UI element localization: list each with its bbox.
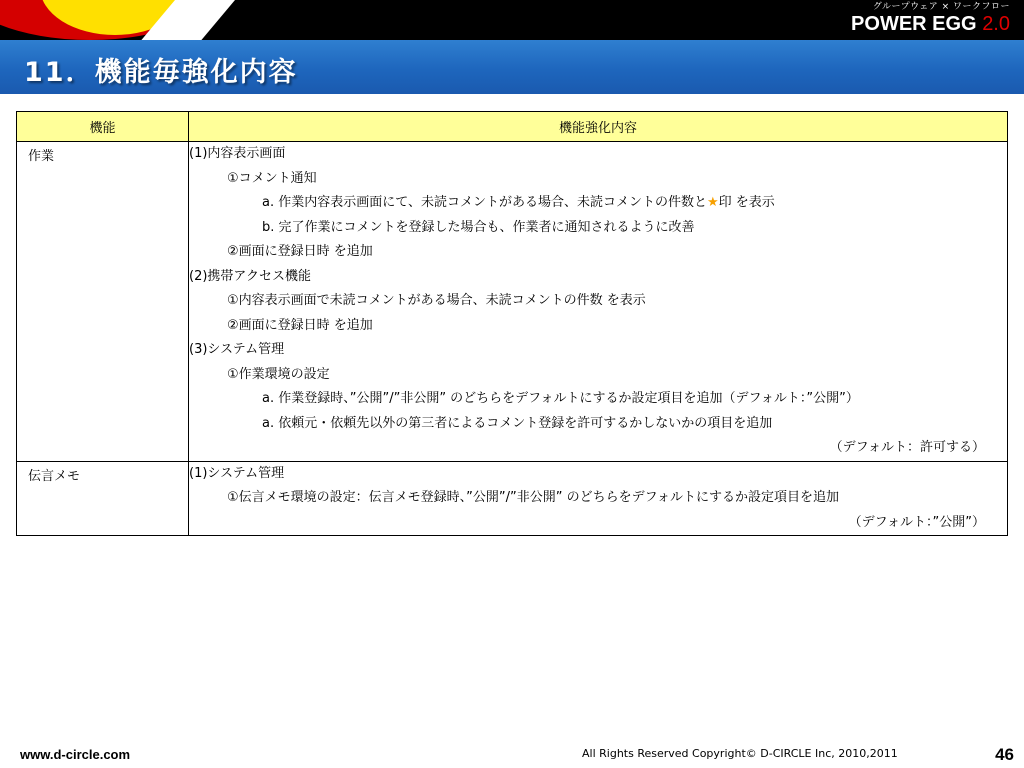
table-body [17,142,1008,536]
content-line-text: ①作業環境の設定 [227,366,330,382]
brand-product [851,13,1010,35]
brand-tagline: グループウェア × ワークフロー [872,2,1010,12]
column-header-content: 機能強化内容 [189,112,1008,142]
content-line-text: (1)システム管理 [189,465,285,481]
content-line [189,338,1007,363]
content-line [189,265,1007,290]
content-line-text: （デフォルト：許可する） [829,440,985,455]
content-line-text: (1)内容表示画面 [189,146,286,161]
content-line-text: a. 作業内容表示画面にて、未読コメントがある場合、未読コメントの件数と [262,195,707,210]
content-line [189,462,1007,487]
feature-content-cell [189,142,1008,462]
content-line [189,142,1007,167]
page-number: 46 [995,745,1014,764]
content-line-text: ②画面に登録日時 を追加 [227,244,373,259]
footer-copyright: All Rights Reserved Copyright© D-CIRCLE Inc, 2010,2011 [582,747,898,760]
table-row [17,461,1008,536]
content-line [189,191,1007,216]
content-line [189,436,1007,461]
brand-bar [0,0,1024,40]
content-line-text: a. 依頼元・依頼先以外の第三者によるコメント登録を許可するかしないかの項目を追加 [262,415,773,431]
title-band [0,40,1024,94]
content-line [189,363,1007,388]
table-header-row [17,112,1008,142]
content-line-text: ①コメント通知 [227,170,317,186]
feature-content-cell [189,461,1008,536]
brand-product-name: POWER EGG [851,13,977,35]
content-line [189,216,1007,241]
content-line-text: (2)携帯アクセス機能 [189,268,312,284]
content-line-text: （デフォルト：”公開”） [848,514,985,530]
content-line [189,167,1007,192]
content-line-text: (3)システム管理 [189,342,285,357]
content-line-text: b. 完了作業にコメントを登録した場合も、作業者に通知されるように改善 [262,219,695,235]
content-line-text: ②画面に登録日時 を追加 [227,317,373,333]
content-line [189,387,1007,412]
footer-url: www.d-circle.com [20,747,131,762]
feature-table [16,111,1008,536]
page-title: 11．機能毎強化内容 [24,57,298,88]
content-line [189,314,1007,339]
content-line-text: ①伝言メモ環境の設定：伝言メモ登録時、”公開”/”非公開” のどちらをデフォルトにするか設定項目を追加 [227,490,839,505]
content-line [189,511,1007,536]
feature-name-cell: 伝言メモ [17,461,189,536]
star-icon: ★ [706,195,719,210]
content-line [189,289,1007,314]
column-header-feature: 機能 [17,112,189,142]
content-line [189,486,1007,511]
brand-logo [851,2,1010,35]
feature-name-cell: 作業 [17,142,189,462]
content-line [189,240,1007,265]
content-line-text: a. 作業登録時、”公開”/”非公開” のどちらをデフォルトにするか設定項目を追加（デフォルト：”公開”） [262,391,859,406]
table-row [17,142,1008,462]
content-line [189,412,1007,437]
brand-version: 2.0 [982,13,1010,35]
content-line-text-after: 印 を表示 [718,195,775,210]
content-line-text: ①内容表示画面で未読コメントがある場合、未読コメントの件数 を表示 [227,293,646,308]
